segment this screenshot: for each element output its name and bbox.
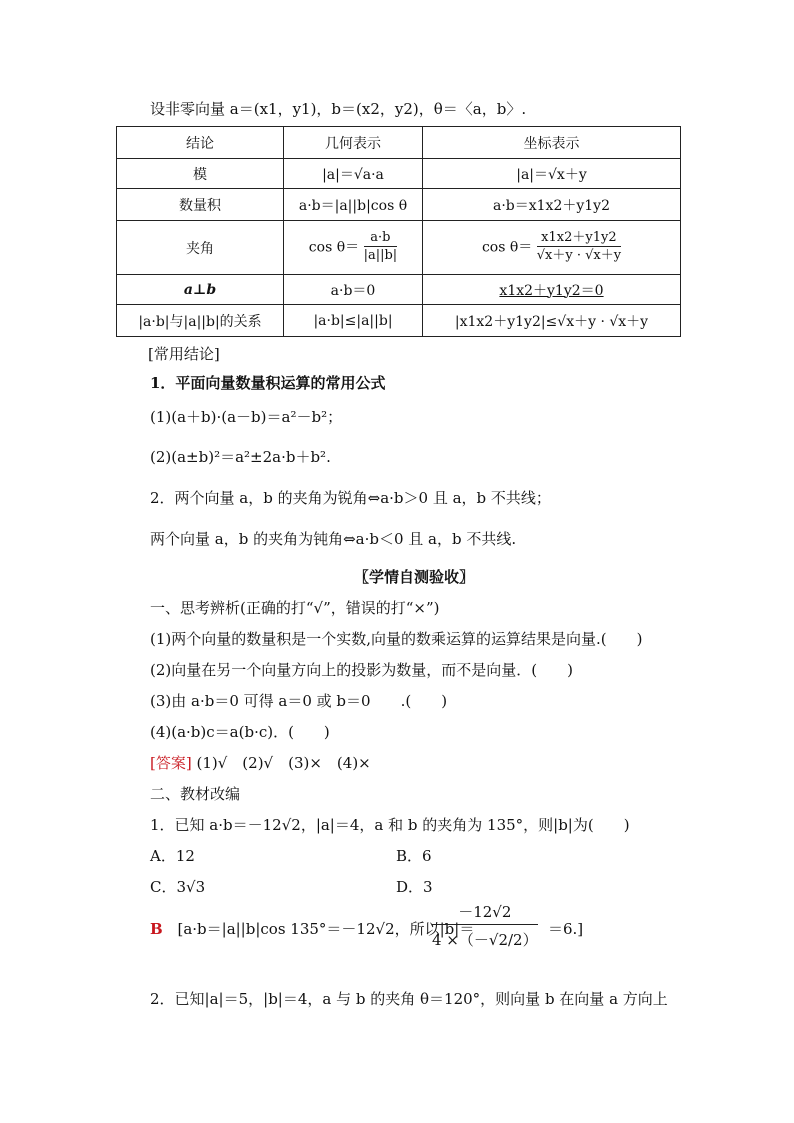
cell-geometric (284, 221, 423, 275)
solution-letter: B (150, 920, 163, 938)
option-c: C．3√3 (150, 878, 206, 896)
cell-conclusion: |a·b|与|a||b|的关系 (117, 305, 284, 337)
answer-text: (1)√ (2)√ (3)× (4)× (196, 754, 371, 772)
common-item1-title: 1．平面向量数量积运算的常用公式 (150, 374, 386, 392)
part2-heading: 二、教材改编 (150, 785, 241, 803)
solution-tail: ＝6.] (548, 920, 584, 938)
header-conclusion: 结论 (117, 127, 284, 159)
common-item2-obtuse: 两个向量 a，b 的夹角为钝角⇔a·b＜0 且 a，b 不共线. (150, 530, 517, 548)
fraction-numerator: a·b (364, 230, 398, 247)
cell-geometric: a·b＝|a||b|cos θ (284, 189, 423, 221)
question-2: (2)向量在另一个向量方向上的投影为数量，而不是向量．( ) (150, 661, 573, 679)
fraction-numerator: x1x2＋y1y2 (537, 230, 621, 247)
formula-2: (2)(a±b)²＝a²±2a·b＋b². (150, 448, 331, 466)
question-4: (4)(a·b)c＝a(b·c)．( ) (150, 723, 330, 741)
geo-angle-fraction (364, 230, 398, 265)
coord-angle-fraction (537, 230, 621, 265)
common-conclusions-label: [常用结论] (148, 345, 220, 363)
answer-label: [答案] (150, 754, 192, 772)
option-b: B．6 (396, 847, 432, 865)
table-row (117, 159, 681, 189)
problem-2: 2．已知|a|＝5，|b|＝4，a 与 b 的夹角 θ＝120°，则向量 b 在向量 a 方向上 (150, 990, 668, 1008)
cell-geometric: |a·b|≤|a||b| (284, 305, 423, 337)
cell-coordinate: |x1x2＋y1y2|≤√x＋y · √x＋y (423, 305, 681, 337)
coord-angle-prefix: cos θ＝ (481, 239, 533, 256)
solution-fraction (432, 900, 538, 955)
solution-fraction-numerator: －12√2 (432, 900, 538, 925)
question-1: (1)两个向量的数量积是一个实数,向量的数乘运算的运算结果是向量.( ) (150, 630, 643, 648)
geo-angle-prefix: cos θ＝ (308, 239, 360, 256)
section-title: 〖学情自测验收〗 (354, 568, 475, 586)
table-header-row (117, 127, 681, 159)
table-row (117, 275, 681, 305)
cell-coordinate (423, 221, 681, 275)
table-row (117, 305, 681, 337)
header-geometric: 几何表示 (284, 127, 423, 159)
cell-conclusion: a⊥b (117, 275, 284, 305)
cell-conclusion: 数量积 (117, 189, 284, 221)
table-row (117, 221, 681, 275)
question-3: (3)由 a·b＝0 可得 a＝0 或 b＝0 .( ) (150, 692, 448, 710)
cell-geometric: a·b＝0 (284, 275, 423, 305)
cell-coordinate: |a|＝√x＋y (423, 159, 681, 189)
solution-line (150, 918, 474, 939)
answer-line (150, 752, 371, 773)
formula-1: (1)(a＋b)·(a－b)＝a²－b²； (150, 408, 343, 426)
option-a: A．12 (150, 847, 195, 865)
fraction-denominator: |a||b| (363, 248, 398, 263)
cell-coordinate: x1x2＋y1y2＝0 (423, 275, 681, 305)
table-row (117, 189, 681, 221)
intro-line: 设非零向量 a＝(x1，y1)，b＝(x2，y2)，θ＝〈a，b〉. (150, 100, 527, 118)
solution-text: [a·b＝|a||b|cos 135°＝－12√2，所以|b|＝ (177, 920, 475, 938)
problem-1: 1．已知 a·b＝－12√2，|a|＝4，a 和 b 的夹角为 135°，则|b|为( ) (150, 816, 630, 834)
cell-coordinate: a·b＝x1x2＋y1y2 (423, 189, 681, 221)
fraction-denominator: √x＋y · √x＋y (536, 248, 622, 263)
header-coordinate: 坐标表示 (423, 127, 681, 159)
formula-table (116, 126, 681, 337)
solution-fraction-denominator: 4 ×（－√2/2） (432, 931, 538, 949)
option-d: D．3 (396, 878, 433, 896)
part1-heading: 一、思考辨析(正确的打“√”，错误的打“×”) (150, 599, 440, 617)
cell-conclusion: 夹角 (117, 221, 284, 275)
section-title-text: 学情自测验收 (369, 568, 460, 586)
common-item2-acute: 2．两个向量 a，b 的夹角为锐角⇔a·b＞0 且 a，b 不共线； (150, 489, 551, 507)
cell-geometric: |a|＝√a·a (284, 159, 423, 189)
cell-conclusion: 模 (117, 159, 284, 189)
